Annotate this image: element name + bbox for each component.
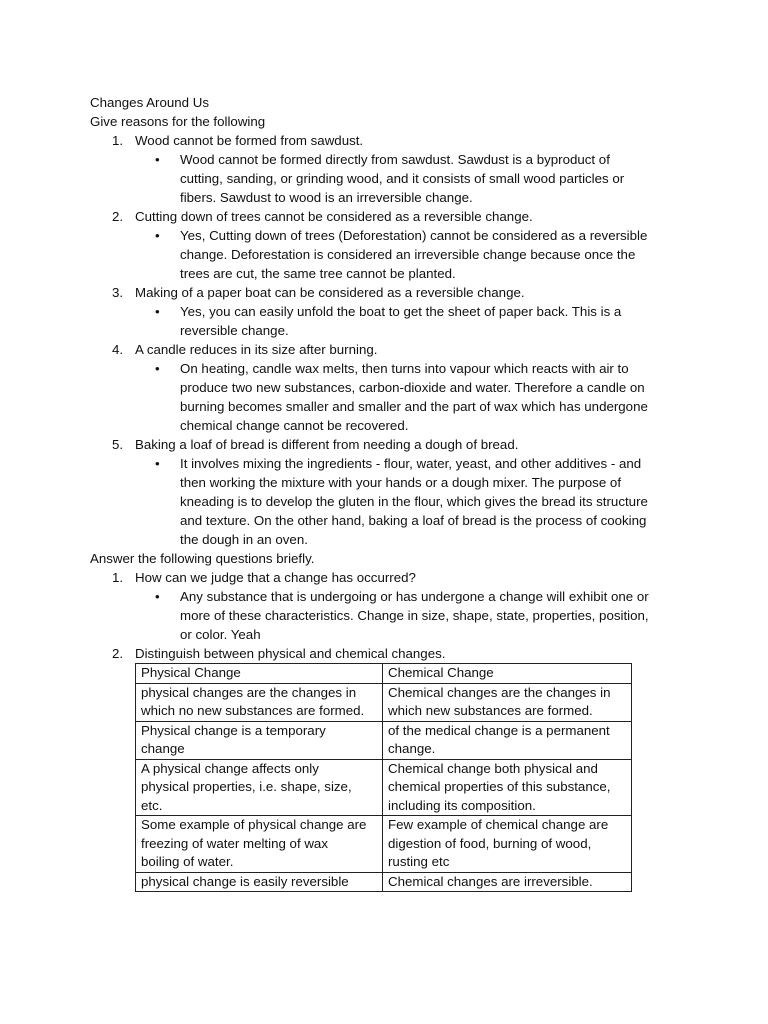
question-text: Cutting down of trees cannot be considered as a reversible change.: [135, 209, 533, 224]
bullet-icon: •: [155, 589, 160, 604]
cell-line: including its composition.: [388, 797, 536, 813]
table-header-row: [136, 664, 632, 684]
table-cell: [136, 872, 383, 892]
table-cell: [136, 683, 383, 721]
question-text: Distinguish between physical and chemical changes.: [135, 646, 446, 661]
answer-list: [135, 587, 678, 644]
question-text: A candle reduces in its size after burning.: [135, 342, 378, 357]
cell-line: physical change is easily reversible: [141, 873, 349, 889]
table-cell: [136, 721, 383, 759]
comparison-table: [135, 663, 632, 892]
item-number: 4.: [112, 342, 124, 357]
bullet-icon: •: [155, 228, 160, 243]
answer-list: [135, 359, 678, 435]
answer-item: [155, 150, 678, 207]
item-number: 5.: [112, 437, 124, 452]
bullet-icon: •: [155, 152, 160, 167]
answer-line: trees are cut, the same tree cannot be planted.: [180, 266, 456, 281]
answer-line: Yes, you can easily unfold the boat to get the sheet of paper back. This is a: [180, 304, 622, 319]
answer-item: [155, 302, 678, 340]
cell-line: Few example of chemical change are: [388, 817, 609, 832]
answer-item: [155, 226, 678, 283]
cell-line: physical changes are the changes in: [141, 684, 357, 700]
section2-heading: Answer the following questions briefly.: [90, 551, 315, 566]
answer-line: change. Deforestation is considered an irreversible change because once the: [180, 247, 636, 262]
cell-line: Chemical change both physical and: [388, 760, 598, 776]
answer-line: Yes, Cutting down of trees (Deforestation) cannot be considered as a reversible: [180, 228, 648, 243]
list-item: [90, 340, 678, 435]
cell-line: Chemical changes are the changes in: [388, 684, 611, 700]
bullet-icon: •: [155, 304, 160, 319]
answer-line: chemical change cannot be recovered.: [180, 418, 409, 433]
cell-line: Chemical Change: [388, 665, 494, 680]
list-item: [90, 435, 678, 549]
answer-line: and texture. On the other hand, baking a loaf of bread is the process of cooking: [180, 513, 647, 528]
answer-list: [135, 302, 678, 340]
bullet-icon: •: [155, 361, 160, 376]
cell-line: change.: [388, 741, 436, 756]
answer-line: produce two new substances, carbon-dioxide and water. Therefore a candle on: [180, 380, 645, 395]
answer-line: then working the mixture with your hands or a dough mixer. The purpose of: [180, 475, 622, 490]
table-row: [136, 759, 632, 816]
table-cell: [383, 872, 632, 892]
cell-line: Physical change is a temporary: [141, 722, 326, 738]
table-cell: [136, 759, 383, 816]
question-text: Wood cannot be formed from sawdust.: [135, 133, 364, 148]
answer-line: the dough in an oven.: [180, 532, 308, 547]
section1-list: [90, 131, 678, 549]
table-cell: [136, 816, 383, 873]
cell-line: digestion of food, burning of wood,: [388, 835, 592, 851]
answer-list: [135, 454, 678, 549]
answer-line: cutting, sanding, or grinding wood, and it consists of small wood particles or: [180, 171, 625, 186]
answer-item: [155, 359, 678, 435]
item-number: 1.: [112, 133, 124, 148]
cell-line: rusting etc: [388, 854, 450, 869]
answer-list: [135, 150, 678, 207]
table-cell: [383, 683, 632, 721]
cell-line: A physical change affects only: [141, 760, 319, 776]
section2-list: [90, 568, 678, 663]
table-cell: [383, 721, 632, 759]
answer-line: burning becomes smaller and smaller and the part of wax which has undergone: [180, 399, 648, 414]
table-header-cell: [136, 664, 383, 684]
answer-line: Wood cannot be formed directly from sawdust. Sawdust is a byproduct of: [180, 152, 610, 167]
list-item: [90, 207, 678, 283]
list-item: [90, 568, 678, 644]
answer-line: Any substance that is undergoing or has undergone a change will exhibit one or: [180, 589, 649, 604]
table-cell: [383, 816, 632, 873]
answer-item: [155, 454, 678, 549]
cell-line: chemical properties of this substance,: [388, 779, 611, 794]
item-number: 2.: [112, 209, 124, 224]
list-item: [90, 131, 678, 207]
table-cell: [383, 759, 632, 816]
answer-item: [155, 587, 678, 644]
answer-line: It involves mixing the ingredients - flour, water, yeast, and other additives - and: [180, 456, 642, 471]
item-number: 2.: [112, 646, 124, 661]
question-text: How can we judge that a change has occurred?: [135, 570, 416, 585]
cell-line: of the medical change is a permanent: [388, 722, 610, 738]
cell-line: Chemical changes are irreversible.: [388, 873, 593, 889]
section1-heading: Give reasons for the following: [90, 114, 266, 129]
cell-line: physical properties, i.e. shape, size,: [141, 779, 352, 794]
cell-line: which no new substances are formed.: [141, 703, 365, 718]
document-title: Changes Around Us: [90, 95, 210, 110]
answer-line: kneading is to develop the gluten in the flour, which gives the bread its structure: [180, 494, 648, 509]
bullet-icon: •: [155, 456, 160, 471]
item-number: 1.: [112, 570, 124, 585]
list-item: [90, 644, 678, 663]
table-row: [136, 816, 632, 873]
table-row: [136, 683, 632, 721]
table-header-cell: [383, 664, 632, 684]
question-text: Making of a paper boat can be considered as a reversible change.: [135, 285, 525, 300]
cell-line: freezing of water melting of wax: [141, 835, 328, 851]
answer-line: more of these characteristics. Change in size, shape, state, properties, position,: [180, 608, 649, 623]
cell-line: Physical Change: [141, 665, 241, 680]
cell-line: boiling of water.: [141, 854, 234, 869]
answer-line: reversible change.: [180, 323, 289, 338]
list-item: [90, 283, 678, 340]
item-number: 3.: [112, 285, 124, 300]
cell-line: etc.: [141, 797, 163, 813]
table-row: [136, 721, 632, 759]
answer-line: fibers. Sawdust to wood is an irreversible change.: [180, 190, 473, 205]
cell-line: which new substances are formed.: [388, 703, 593, 718]
answer-line: On heating, candle wax melts, then turns into vapour which reacts with air to: [180, 361, 629, 376]
table-row: [136, 872, 632, 892]
answer-list: [135, 226, 678, 283]
cell-line: change: [141, 741, 185, 756]
cell-line: Some example of physical change are: [141, 817, 367, 832]
question-text: Baking a loaf of bread is different from needing a dough of bread.: [135, 437, 519, 452]
answer-line: or color. Yeah: [180, 627, 261, 642]
